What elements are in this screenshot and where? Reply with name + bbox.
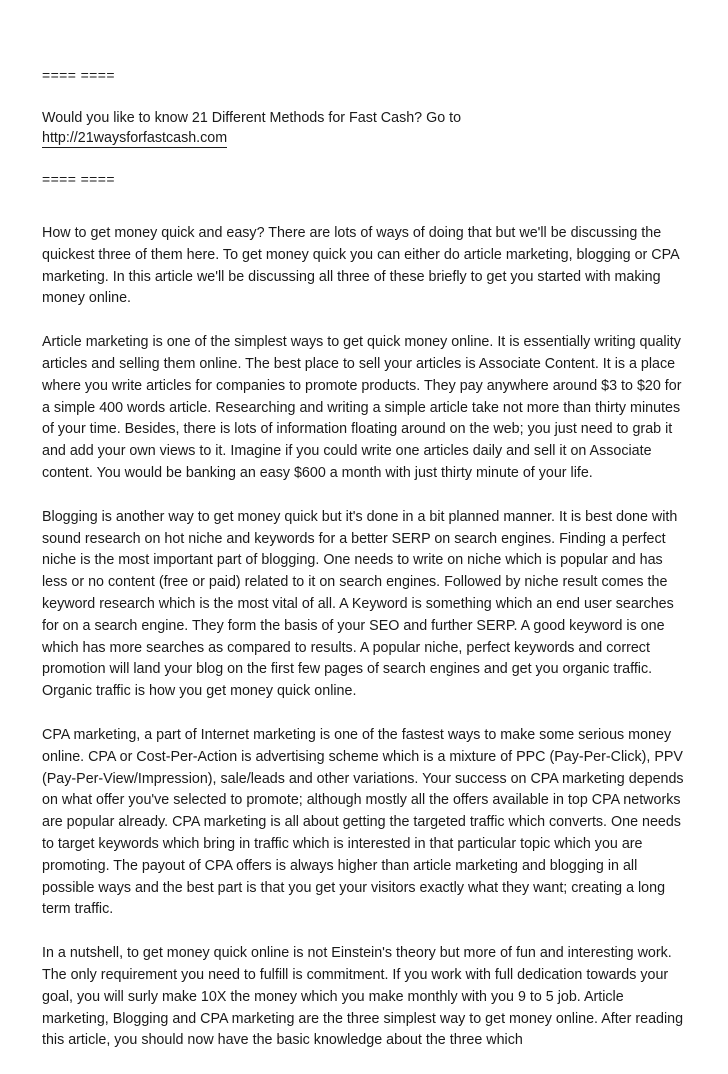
divider-top: ==== ====: [42, 67, 115, 83]
promo-link[interactable]: http://21waysforfastcash.com: [42, 130, 228, 146]
divider-bottom: ==== ====: [42, 171, 115, 187]
paragraph-intro: How to get money quick and easy? There are lots of ways of doing that but we'll be discussing the quickest three of them here. To get money quick you can either do article marketing, blogging or CPA marketing. In this article we'll be discussing all three of these briefly to get you started with making money online.: [42, 225, 679, 307]
paragraph-article-marketing: Article marketing is one of the simplest ways to get quick money online. It is essentially writing quality articles and selling them online. The best place to sell your articles is Associate Content. It is a place where you write articles for companies to promote products. They pay anywhere around $3 to $20 for a simple 400 words article. Researching and writing a simple article take not more than thirty minutes of your time. Besides, there is lots of information floating around on the web; you just need to grab it and add your own views to it. Imagine if you could write one articles daily and sell it on Associate content. You would be banking an easy $600 a month with just thirty minute of your life.: [42, 334, 682, 481]
paragraph-nutshell: In a nutshell, to get money quick online is not Einstein's theory but more of fun and interesting work. The only requirement you need to fulfill is commitment. If you work with full dedication towards your goal, you will surly make 10X the money which you make monthly with you 9 to 5 job. Article marketing, Blogging and CPA marketing are the three simplest way to get money online. After reading this article, you should now have the basic knowledge about the three which: [42, 945, 684, 1049]
intro-block: [42, 108, 688, 148]
paragraph-blogging: Blogging is another way to get money quick but it's done in a bit planned manner. It is best done with sound research on hot niche and keywords for a better SERP on search engines. Finding a perfect niche is the most important part of blogging. One needs to write on niche which is popular and has less or no content (free or paid) related to it on search engines. Followed by niche result comes the keyword research which is the most vital of all. A Keyword is something which an end user searches for on a search engine. They form the basis of your SEO and further SERP. A good keyword is one which has more searches as compared to results. A popular niche, perfect keywords and correct promotion will land your blog on the first few pages of search engines and get you organic traffic. Organic traffic is how you get money quick online.: [42, 508, 678, 700]
intro-text: Would you like to know 21 Different Methods for Fast Cash? Go to: [42, 110, 462, 126]
paragraph-cpa-marketing: CPA marketing, a part of Internet marketing is one of the fastest ways to make some serious money online. CPA or Cost-Per-Action is advertising scheme which is a mixture of PPC (Pay-Per-Click), PPV (Pay-Per-View/Impression), sale/leads and other variations. Your success on CPA marketing depends on what offer you've selected to promote; although mostly all the offers available in top CPA networks are popular already. CPA marketing is all about getting the targeted traffic which converts. One needs to target keywords which bring in traffic which is interested in that particular topic which you are promoting. The payout of CPA offers is always higher than article marketing and blogging in all possible ways and the best part is that you get your visitors exactly what they want; creating a long term traffic.: [42, 726, 684, 918]
article-body: [42, 223, 688, 1074]
